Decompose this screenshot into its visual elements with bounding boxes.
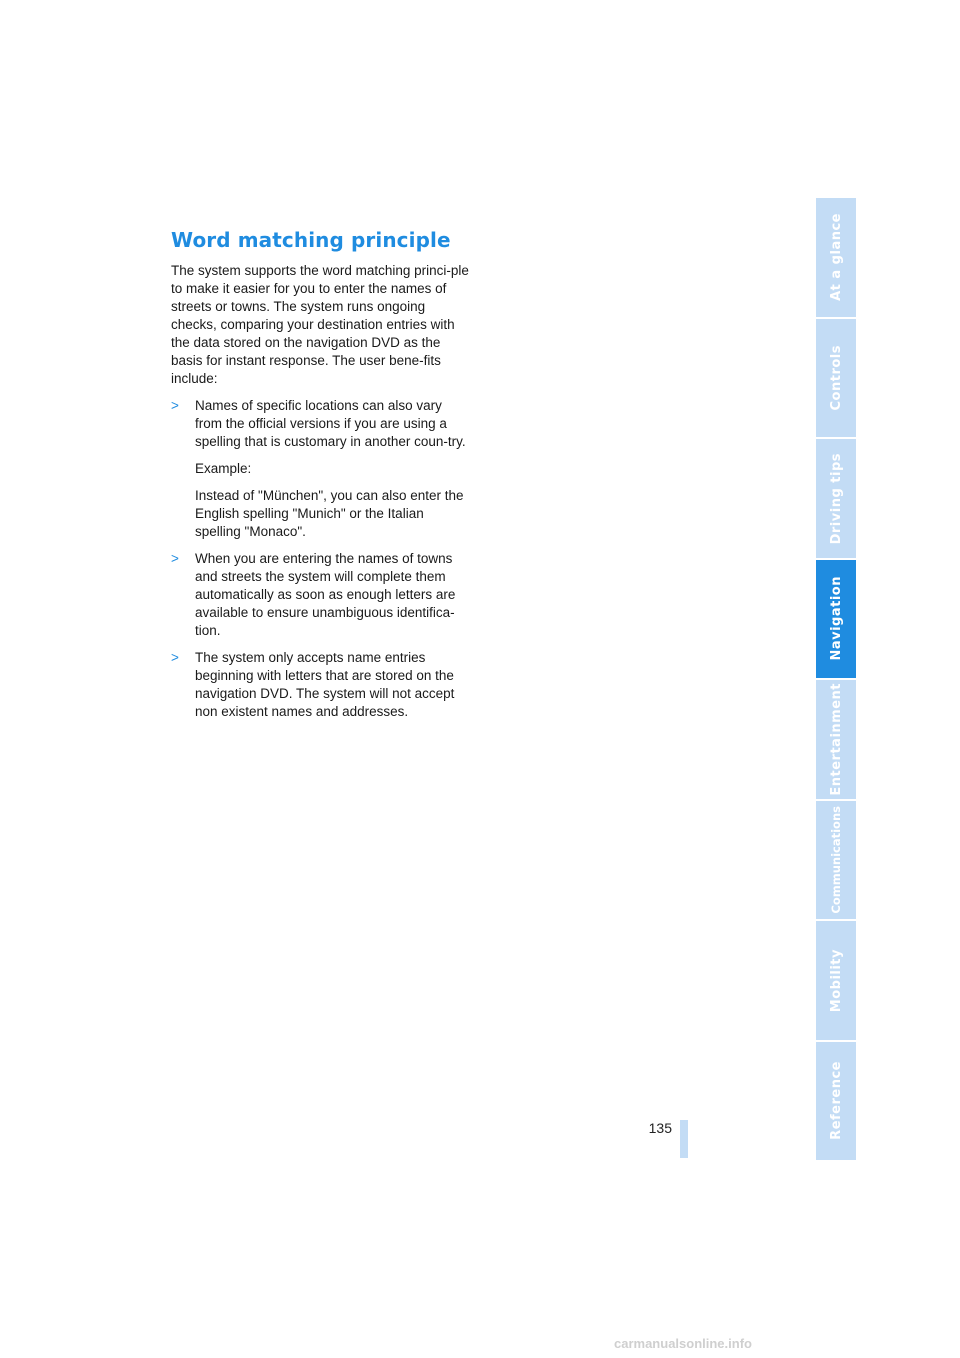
section-body	[171, 262, 471, 730]
chapter-tabs	[816, 198, 856, 1160]
bullet-arrow-icon: >	[171, 551, 179, 566]
tab-label: Entertainment	[828, 682, 844, 796]
page-marker-bar	[680, 1120, 688, 1158]
list-item	[171, 649, 471, 721]
intro-paragraph: The system supports the word matching princi-ple to make it easier for you to enter the names of streets or towns. The system runs ongoing checks, comparing your destination entries with the data stored on the navigation DVD as the basis for instant response. The user bene-fits include:	[171, 263, 469, 386]
tab-label: Driving tips	[828, 452, 844, 544]
tab-label: At a glance	[828, 213, 844, 302]
example-label: Example:	[195, 461, 252, 476]
tab-at-a-glance[interactable]	[816, 198, 856, 319]
list-item	[171, 397, 471, 541]
example-text: Instead of "München", you can also enter the English spelling "Munich" or the Italian spelling "Monaco".	[195, 488, 464, 539]
section-heading: Word matching principle	[171, 228, 451, 252]
tab-label: Navigation	[828, 576, 844, 662]
tab-label: Reference	[828, 1061, 844, 1141]
benefits-list	[171, 397, 471, 721]
tab-label: Controls	[828, 345, 844, 411]
tab-label: Mobility	[828, 948, 844, 1012]
list-item-text: Names of specific locations can also vary from the official versions if you are using a spelling that is customary in another coun-try.	[195, 398, 466, 449]
list-item-text: The system only accepts name entries beginning with letters that are stored on the navigation DVD. The system will not accept non existent names and addresses.	[195, 650, 455, 719]
watermark: carmanualsonline.info	[614, 1336, 752, 1351]
tab-reference[interactable]	[816, 1042, 856, 1161]
tab-communications[interactable]	[816, 801, 856, 922]
tab-driving-tips[interactable]	[816, 439, 856, 560]
bullet-arrow-icon: >	[171, 398, 179, 413]
list-item	[171, 550, 471, 640]
list-item-text: When you are entering the names of towns and streets the system will complete them automatically as soon as enough letters are available to ensure unambiguous identifica-tion.	[195, 551, 456, 638]
bullet-arrow-icon: >	[171, 650, 179, 665]
tab-label: Communications	[829, 805, 843, 914]
tab-navigation[interactable]	[816, 560, 856, 681]
tab-controls[interactable]	[816, 319, 856, 440]
page-number: 135	[648, 1120, 672, 1136]
tab-entertainment[interactable]	[816, 680, 856, 801]
tab-mobility[interactable]	[816, 921, 856, 1042]
